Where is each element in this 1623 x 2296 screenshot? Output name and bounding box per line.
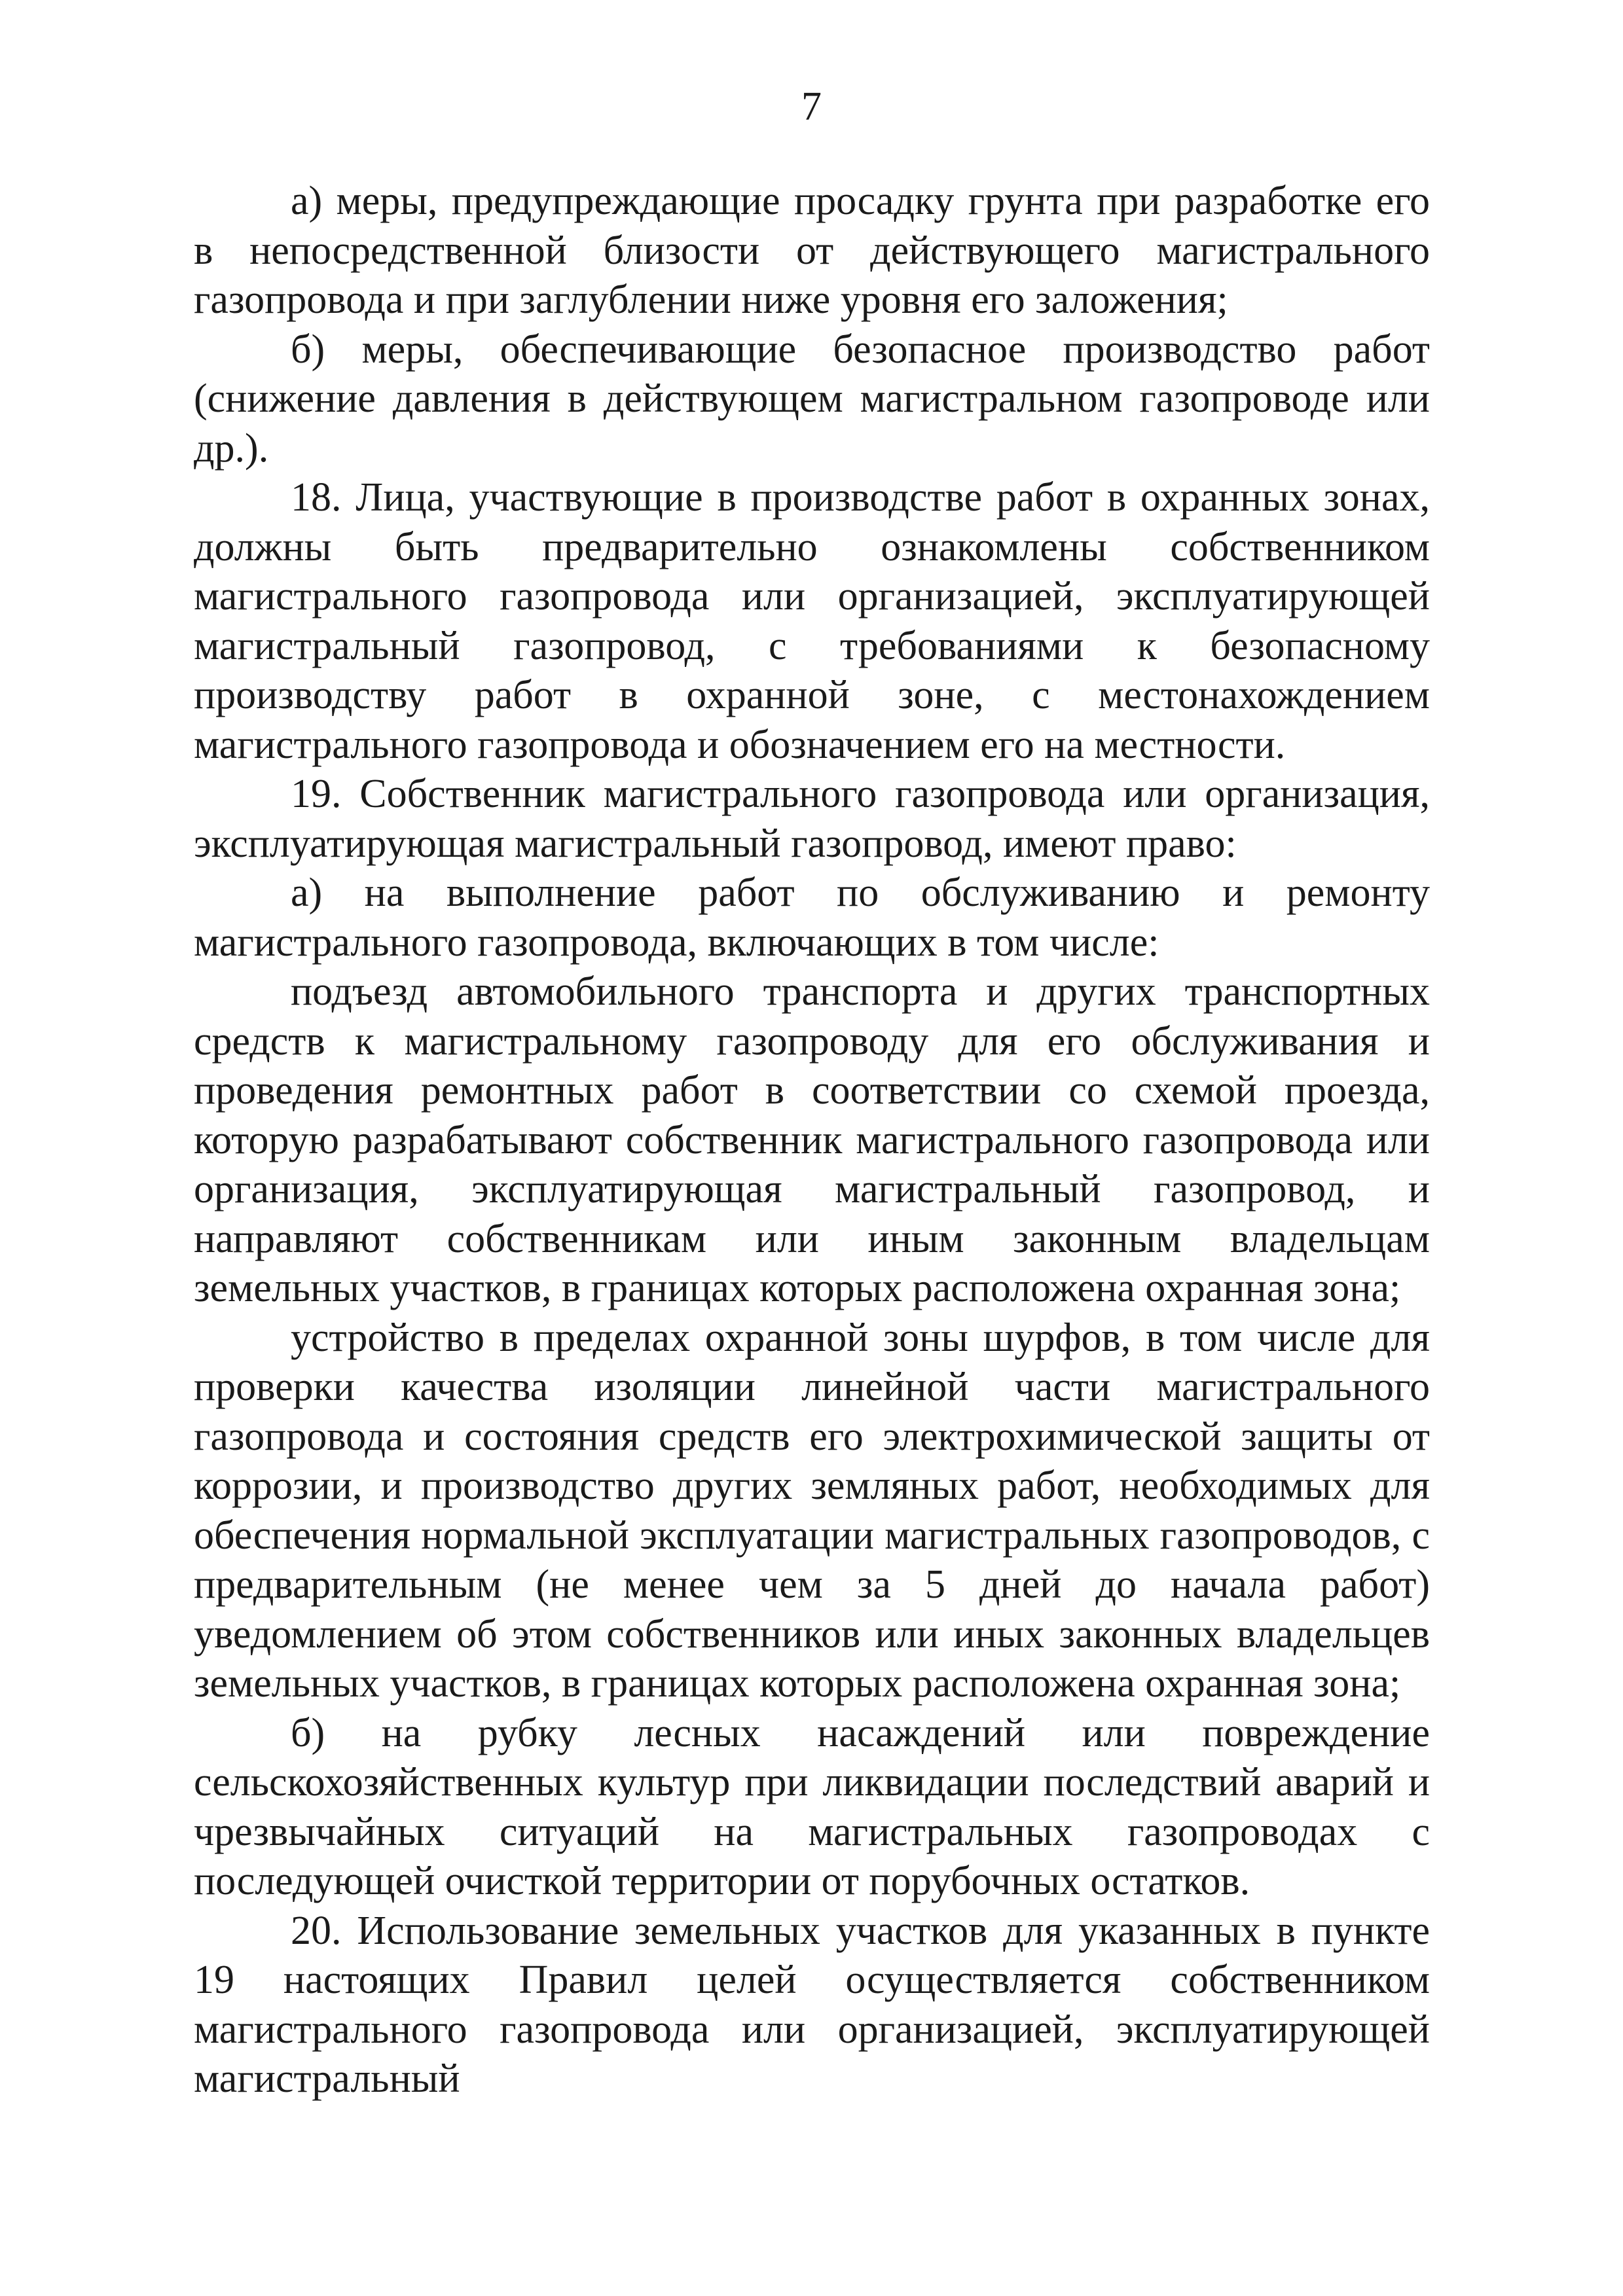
paragraph-20: 20. Использование земельных участков для указанных в пункте 19 настоящих Правил целей осуществляется собственником магистрального газопровода или организацией, эксплуатирующей магистральный: [194, 1908, 1430, 2101]
paragraph-17a: а) меры, предупреждающие просадку грунта при разработке его в непосредственной близости от действующего магистрального газопровода и при заглублении ниже уровня его заложения;: [194, 179, 1430, 322]
page-number: 7: [801, 84, 822, 129]
paragraph-18: 18. Лица, участвующие в производстве работ в охранных зонах, должны быть предварительно ознакомлены собственником магистрального газопровода или организацией, эксплуатирующей магистральный газопровод, с требованиями к безопасному производству работ в охранной зоне, с местонахождением магистрального газопровода и обозначением его на местности.: [194, 475, 1430, 767]
paragraph-19: 19. Собственник магистрального газопровода или организация, эксплуатирующая магистральный газопровод, имеют право:: [194, 772, 1430, 866]
paragraph-19a-access: подъезд автомобильного транспорта и других транспортных средств к магистральному газопроводу для его обслуживания и проведения ремонтных работ в соответствии со схемой проезда, которую разрабатывают собственник магистрального газопровода или организация, эксплуатирующая магистральный газопровод, и направляют собственникам или иным законным владельцам земельных участков, в границах которых расположена охранная зона;: [194, 969, 1430, 1310]
document-body: [194, 177, 1430, 2104]
paragraph-19a: а) на выполнение работ по обслуживанию и ремонту магистрального газопровода, включающих в том числе:: [194, 870, 1430, 965]
paragraph-19b: б) на рубку лесных насаждений или повреждение сельскохозяйственных культур при ликвидации последствий аварий и чрезвычайных ситуаций на магистральных газопроводах с последующей очисткой территории от порубочных остатков.: [194, 1710, 1430, 1903]
paragraph-19a-pits: устройство в пределах охранной зоны шурфов, в том числе для проверки качества изоляции линейной части магистрального газопровода и состояния средств его электрохимической защиты от коррозии, и производство других земляных работ, необходимых для обеспечения нормальной эксплуатации магистральных газопроводов, с предварительным (не менее чем за 5 дней до начала работ) уведомлением об этом собственников или иных законных владельцев земельных участков, в границах которых расположена охранная зона;: [194, 1315, 1430, 1706]
paragraph-17b: б) меры, обеспечивающие безопасное производство работ (снижение давления в действующем магистральном газопроводе или др.).: [194, 327, 1430, 471]
